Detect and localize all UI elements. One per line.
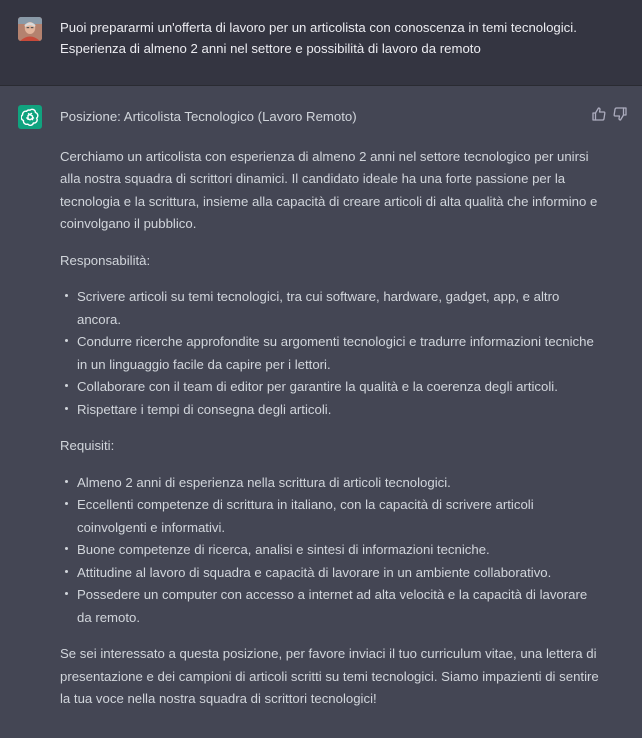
job-title: Posizione: Articolista Tecnologico (Lavoro Remoto) [60, 109, 357, 124]
list-item: Possedere un computer con accesso a internet ad alta velocità e la capacità di lavorare da remoto. [60, 584, 600, 629]
user-photo-avatar-icon [18, 17, 42, 41]
thumbs-up-button[interactable] [591, 106, 607, 122]
job-closing: Se sei interessato a questa posizione, per favore inviaci il tuo curriculum vitae, una lettera di presentazione e dei campioni di articoli scritti su temi tecnologici. Siamo impazienti di sentire la tua voce nella nostra squadra di scrittori tecnologici! [60, 646, 599, 706]
list-item: Attitudine al lavoro di squadra e capacità di lavorare in un ambiente collaborativo. [60, 562, 600, 585]
list-item: Buone competenze di ricerca, analisi e sintesi di informazioni tecniche. [60, 539, 600, 562]
list-item: Condurre ricerche approfondite su argomenti tecnologici e tradurre informazioni tecniche in un linguaggio facile da capire per i lettori. [60, 331, 600, 376]
user-message-row [0, 0, 642, 86]
thumbs-down-icon [612, 106, 628, 122]
user-message-text: Puoi prepararmi un'offerta di lavoro per un articolista con conoscenza in temi tecnologici. Esperienza di almeno 2 anni nel settore e possibilità di lavoro da remoto [60, 20, 577, 56]
responsibilities-heading: Responsabilità: [60, 252, 151, 268]
assistant-message-row [0, 86, 642, 738]
thumbs-down-button[interactable] [612, 106, 628, 122]
list-item: Rispettare i tempi di consegna degli articoli. [60, 399, 600, 422]
list-item: Almeno 2 anni di esperienza nella scrittura di articoli tecnologici. [60, 472, 600, 495]
user-avatar [18, 17, 42, 41]
list-item: Eccellenti competenze di scrittura in italiano, con la capacità di scrivere articoli coinvolgenti e informativi. [60, 494, 600, 539]
responsibilities-list [60, 286, 600, 421]
thumbs-up-icon [591, 106, 607, 122]
job-intro: Cerchiamo un articolista con esperienza di almeno 2 anni nel settore tecnologico per unirsi alla nostra squadra di scrittori dinamici. Il candidato ideale ha una forte passione per la tecnologia e la scrittura, insieme alla capacità di creare articoli di alta qualità che informino e coinvolgano il pubblico. [60, 148, 598, 231]
requirements-heading: Requisiti: [60, 438, 115, 453]
list-item: Collaborare con il team di editor per garantire la qualità e la coerenza degli articoli. [60, 376, 600, 399]
assistant-message-content [60, 106, 600, 711]
list-item: Scrivere articoli su temi tecnologici, tra cui software, hardware, gadget, app, e altro ancora. [60, 286, 600, 331]
assistant-avatar [18, 105, 42, 129]
requirements-list [60, 472, 600, 630]
chatgpt-logo-icon [21, 108, 39, 126]
